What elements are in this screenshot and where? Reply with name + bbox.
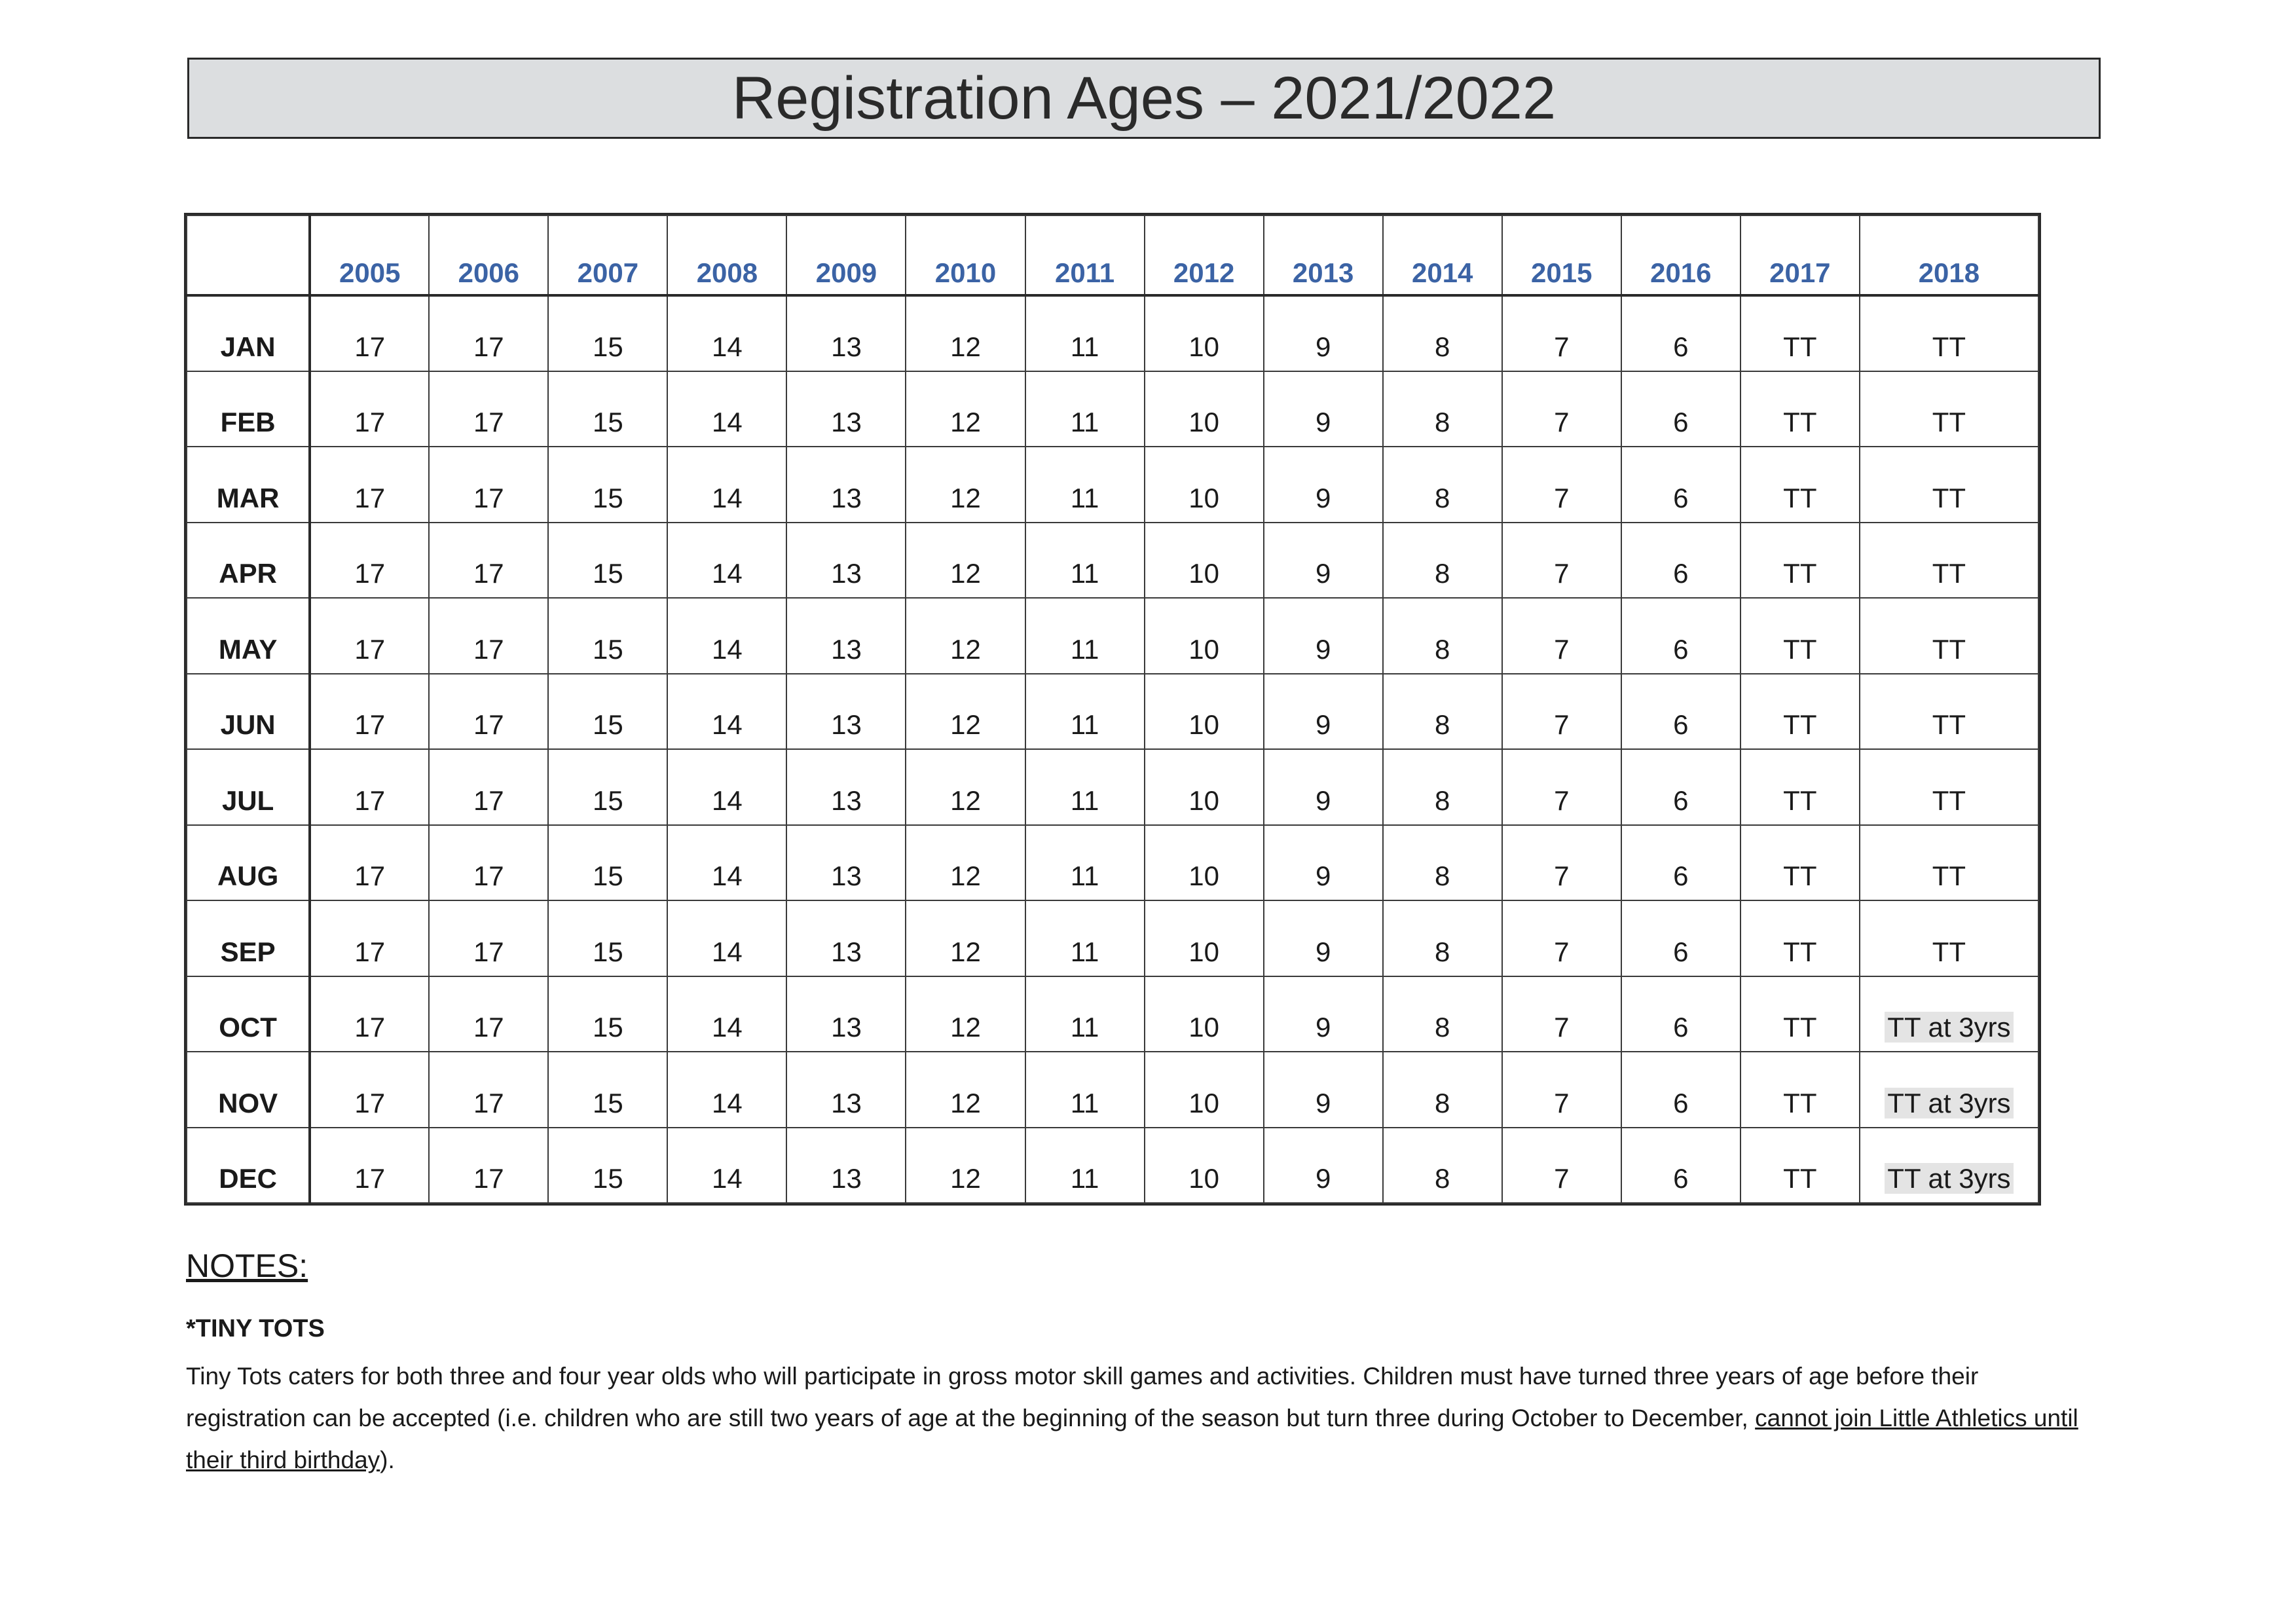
table-row bbox=[187, 447, 2038, 523]
age-cell bbox=[1860, 976, 2038, 1052]
age-cell: 10 bbox=[1145, 295, 1264, 371]
year-header: 2016 bbox=[1621, 215, 1741, 295]
month-label: AUG bbox=[187, 825, 310, 901]
age-cell: 9 bbox=[1264, 523, 1383, 599]
table-row bbox=[187, 598, 2038, 674]
table-row bbox=[187, 749, 2038, 825]
age-cell: 6 bbox=[1621, 825, 1741, 901]
age-cell: 17 bbox=[429, 900, 548, 976]
age-cell: 17 bbox=[429, 447, 548, 523]
paragraph-end: ). bbox=[380, 1447, 395, 1473]
age-cell: 7 bbox=[1502, 447, 1621, 523]
age-cell: 8 bbox=[1383, 371, 1502, 447]
age-cell: 12 bbox=[906, 900, 1025, 976]
age-cell: 17 bbox=[310, 749, 429, 825]
table-row bbox=[187, 976, 2038, 1052]
age-cell-text: TT at 3yrs bbox=[1885, 1163, 2013, 1194]
notes-heading: NOTES: bbox=[186, 1247, 308, 1284]
age-cell: TT bbox=[1741, 749, 1860, 825]
month-label: JUL bbox=[187, 749, 310, 825]
age-cell: 17 bbox=[310, 523, 429, 599]
age-cell: 6 bbox=[1621, 371, 1741, 447]
age-cell: 11 bbox=[1025, 371, 1145, 447]
age-cell: 9 bbox=[1264, 976, 1383, 1052]
age-cell: 17 bbox=[310, 900, 429, 976]
age-cell: 11 bbox=[1025, 674, 1145, 750]
age-cell: 15 bbox=[548, 1052, 667, 1128]
year-header: 2010 bbox=[906, 215, 1025, 295]
age-cell-text: TT at 3yrs bbox=[1885, 1088, 2013, 1118]
age-cell: 17 bbox=[310, 295, 429, 371]
age-cell: 7 bbox=[1502, 976, 1621, 1052]
month-label: JUN bbox=[187, 674, 310, 750]
year-header: 2015 bbox=[1502, 215, 1621, 295]
year-header: 2013 bbox=[1264, 215, 1383, 295]
age-cell: 8 bbox=[1383, 900, 1502, 976]
year-header: 2014 bbox=[1383, 215, 1502, 295]
registration-ages-table bbox=[186, 215, 2039, 1204]
age-cell bbox=[1860, 1052, 2038, 1128]
age-cell: 17 bbox=[429, 598, 548, 674]
age-cell: 10 bbox=[1145, 825, 1264, 901]
table-row bbox=[187, 295, 2038, 371]
age-cell: TT bbox=[1741, 1052, 1860, 1128]
age-cell: 6 bbox=[1621, 523, 1741, 599]
year-header: 2018 bbox=[1860, 215, 2038, 295]
age-cell: 17 bbox=[429, 371, 548, 447]
age-cell: 9 bbox=[1264, 1052, 1383, 1128]
age-cell: 12 bbox=[906, 825, 1025, 901]
age-cell: 13 bbox=[786, 825, 906, 901]
age-cell: 8 bbox=[1383, 825, 1502, 901]
age-cell: 14 bbox=[667, 598, 786, 674]
age-cell: 17 bbox=[310, 598, 429, 674]
table-row bbox=[187, 371, 2038, 447]
month-label: JAN bbox=[187, 295, 310, 371]
age-cell: 11 bbox=[1025, 900, 1145, 976]
year-header: 2009 bbox=[786, 215, 906, 295]
age-cell: TT bbox=[1741, 900, 1860, 976]
age-cell: 13 bbox=[786, 523, 906, 599]
age-cell: TT bbox=[1860, 295, 2038, 371]
age-cell: TT bbox=[1860, 900, 2038, 976]
age-cell: 7 bbox=[1502, 371, 1621, 447]
year-header: 2017 bbox=[1741, 215, 1860, 295]
year-header: 2008 bbox=[667, 215, 786, 295]
age-cell: 17 bbox=[310, 825, 429, 901]
month-label: MAR bbox=[187, 447, 310, 523]
paragraph-main: Tiny Tots caters for both three and four year olds who will participate in gross motor skill games and activities. Children must have turned three years of age before their registration can be accepted (i.e. children who are still two years of age at the beginning of the season but turn three during October to December, bbox=[186, 1363, 1979, 1431]
age-cell: 9 bbox=[1264, 749, 1383, 825]
age-cell: 11 bbox=[1025, 1128, 1145, 1204]
age-cell: 6 bbox=[1621, 295, 1741, 371]
age-cell: 11 bbox=[1025, 749, 1145, 825]
age-cell: 8 bbox=[1383, 295, 1502, 371]
age-cell: 12 bbox=[906, 523, 1025, 599]
age-cell: 14 bbox=[667, 523, 786, 599]
tiny-tots-paragraph bbox=[186, 1356, 2098, 1481]
age-cell: 17 bbox=[429, 1128, 548, 1204]
age-cell: 17 bbox=[429, 674, 548, 750]
age-cell: 10 bbox=[1145, 900, 1264, 976]
age-cell: 14 bbox=[667, 825, 786, 901]
age-cell: 11 bbox=[1025, 598, 1145, 674]
age-cell: 6 bbox=[1621, 900, 1741, 976]
age-cell: 10 bbox=[1145, 1052, 1264, 1128]
age-cell: TT bbox=[1741, 523, 1860, 599]
age-cell: 10 bbox=[1145, 1128, 1264, 1204]
age-cell: 15 bbox=[548, 523, 667, 599]
age-cell: 10 bbox=[1145, 976, 1264, 1052]
age-cell: 15 bbox=[548, 1128, 667, 1204]
age-cell: 15 bbox=[548, 976, 667, 1052]
age-cell: 14 bbox=[667, 1128, 786, 1204]
age-cell: 12 bbox=[906, 749, 1025, 825]
age-cell: 7 bbox=[1502, 900, 1621, 976]
age-cell: 14 bbox=[667, 900, 786, 976]
age-cell: 12 bbox=[906, 295, 1025, 371]
age-cell: 14 bbox=[667, 749, 786, 825]
age-cell: 10 bbox=[1145, 749, 1264, 825]
month-label: SEP bbox=[187, 900, 310, 976]
age-cell: 14 bbox=[667, 295, 786, 371]
age-cell: 8 bbox=[1383, 1128, 1502, 1204]
age-cell: 11 bbox=[1025, 976, 1145, 1052]
age-cell: 7 bbox=[1502, 523, 1621, 599]
title-box bbox=[187, 58, 2101, 139]
age-cell: 11 bbox=[1025, 825, 1145, 901]
age-cell: TT bbox=[1860, 674, 2038, 750]
age-cell: 15 bbox=[548, 371, 667, 447]
age-cell: 12 bbox=[906, 371, 1025, 447]
year-header: 2011 bbox=[1025, 215, 1145, 295]
age-cell: TT bbox=[1741, 371, 1860, 447]
month-label: APR bbox=[187, 523, 310, 599]
age-cell: 9 bbox=[1264, 674, 1383, 750]
age-cell: 17 bbox=[429, 825, 548, 901]
age-cell: 15 bbox=[548, 825, 667, 901]
age-cell: 6 bbox=[1621, 749, 1741, 825]
age-cell: 6 bbox=[1621, 447, 1741, 523]
paragraph-underlined: cannot join Little Athletics until their third birthday bbox=[186, 1405, 2078, 1473]
table-row bbox=[187, 1128, 2038, 1204]
age-cell: TT bbox=[1860, 523, 2038, 599]
age-cell: TT bbox=[1860, 598, 2038, 674]
table-header-row bbox=[187, 215, 2038, 295]
age-cell: TT bbox=[1860, 749, 2038, 825]
age-cell: 17 bbox=[429, 976, 548, 1052]
age-cell: 15 bbox=[548, 447, 667, 523]
year-header: 2005 bbox=[310, 215, 429, 295]
age-cell: 9 bbox=[1264, 371, 1383, 447]
age-cell: 17 bbox=[429, 523, 548, 599]
age-cell: 17 bbox=[429, 749, 548, 825]
age-cell: 12 bbox=[906, 976, 1025, 1052]
age-cell: 7 bbox=[1502, 1128, 1621, 1204]
age-cell: TT bbox=[1860, 825, 2038, 901]
age-cell: 9 bbox=[1264, 1128, 1383, 1204]
age-cell: 17 bbox=[310, 976, 429, 1052]
age-cell: TT bbox=[1741, 295, 1860, 371]
age-cell: 9 bbox=[1264, 825, 1383, 901]
age-cell: 13 bbox=[786, 447, 906, 523]
age-cell: TT bbox=[1741, 674, 1860, 750]
age-cell: TT bbox=[1860, 447, 2038, 523]
age-cell: 12 bbox=[906, 674, 1025, 750]
age-cell bbox=[1860, 1128, 2038, 1204]
age-cell: 10 bbox=[1145, 447, 1264, 523]
age-cell: 11 bbox=[1025, 1052, 1145, 1128]
age-cell: 7 bbox=[1502, 295, 1621, 371]
tiny-tots-heading: *TINY TOTS bbox=[186, 1315, 325, 1342]
table-row bbox=[187, 674, 2038, 750]
month-label: OCT bbox=[187, 976, 310, 1052]
age-cell: 17 bbox=[310, 447, 429, 523]
age-cell: TT bbox=[1741, 447, 1860, 523]
age-cell: TT bbox=[1741, 598, 1860, 674]
age-cell: 13 bbox=[786, 371, 906, 447]
table-row bbox=[187, 900, 2038, 976]
age-cell: 17 bbox=[429, 1052, 548, 1128]
age-cell: 17 bbox=[310, 1128, 429, 1204]
year-header: 2007 bbox=[548, 215, 667, 295]
age-cell: 13 bbox=[786, 749, 906, 825]
age-cell: 6 bbox=[1621, 1128, 1741, 1204]
year-header: 2012 bbox=[1145, 215, 1264, 295]
age-cell: TT bbox=[1741, 1128, 1860, 1204]
age-cell-text: TT at 3yrs bbox=[1885, 1012, 2013, 1043]
age-cell: 8 bbox=[1383, 1052, 1502, 1128]
age-cell: 13 bbox=[786, 598, 906, 674]
age-cell: 6 bbox=[1621, 1052, 1741, 1128]
age-cell: 8 bbox=[1383, 976, 1502, 1052]
month-label: MAY bbox=[187, 598, 310, 674]
age-cell: 6 bbox=[1621, 674, 1741, 750]
table-row bbox=[187, 1052, 2038, 1128]
age-cell: 9 bbox=[1264, 447, 1383, 523]
age-cell: 13 bbox=[786, 1052, 906, 1128]
age-cell: TT bbox=[1741, 825, 1860, 901]
age-cell: 10 bbox=[1145, 674, 1264, 750]
age-cell: 14 bbox=[667, 976, 786, 1052]
year-header: 2006 bbox=[429, 215, 548, 295]
age-cell: TT bbox=[1741, 976, 1860, 1052]
age-cell: 17 bbox=[310, 371, 429, 447]
age-cell: 13 bbox=[786, 1128, 906, 1204]
age-cell: 9 bbox=[1264, 900, 1383, 976]
age-cell: 13 bbox=[786, 900, 906, 976]
age-cell: 7 bbox=[1502, 674, 1621, 750]
age-cell: 6 bbox=[1621, 598, 1741, 674]
age-cell: 14 bbox=[667, 1052, 786, 1128]
age-cell: 12 bbox=[906, 1052, 1025, 1128]
age-cell: 15 bbox=[548, 598, 667, 674]
age-cell: 8 bbox=[1383, 523, 1502, 599]
age-cell: 10 bbox=[1145, 371, 1264, 447]
month-label: FEB bbox=[187, 371, 310, 447]
age-cell: 9 bbox=[1264, 295, 1383, 371]
age-cell: 14 bbox=[667, 371, 786, 447]
age-cell: 10 bbox=[1145, 523, 1264, 599]
age-cell: 8 bbox=[1383, 447, 1502, 523]
page-title: Registration Ages – 2021/2022 bbox=[731, 65, 1556, 132]
age-cell: 12 bbox=[906, 447, 1025, 523]
age-cell: 13 bbox=[786, 976, 906, 1052]
age-cell: 11 bbox=[1025, 447, 1145, 523]
age-cell: 17 bbox=[310, 1052, 429, 1128]
age-cell: 9 bbox=[1264, 598, 1383, 674]
age-cell: 15 bbox=[548, 674, 667, 750]
age-cell: 15 bbox=[548, 295, 667, 371]
month-label: DEC bbox=[187, 1128, 310, 1204]
age-cell: 6 bbox=[1621, 976, 1741, 1052]
age-cell: 14 bbox=[667, 674, 786, 750]
age-cell: 14 bbox=[667, 447, 786, 523]
age-cell: 12 bbox=[906, 1128, 1025, 1204]
age-cell: 10 bbox=[1145, 598, 1264, 674]
age-cell: 8 bbox=[1383, 598, 1502, 674]
age-cell: 13 bbox=[786, 295, 906, 371]
table-row bbox=[187, 523, 2038, 599]
age-cell: 17 bbox=[429, 295, 548, 371]
age-cell: 17 bbox=[310, 674, 429, 750]
age-cell: 15 bbox=[548, 749, 667, 825]
table-corner-cell bbox=[187, 215, 310, 295]
age-cell: 7 bbox=[1502, 825, 1621, 901]
age-cell: 8 bbox=[1383, 749, 1502, 825]
age-cell: 7 bbox=[1502, 749, 1621, 825]
age-cell: 13 bbox=[786, 674, 906, 750]
age-cell: 15 bbox=[548, 900, 667, 976]
age-cell: 8 bbox=[1383, 674, 1502, 750]
age-cell: 11 bbox=[1025, 523, 1145, 599]
age-cell: 7 bbox=[1502, 1052, 1621, 1128]
age-cell: 11 bbox=[1025, 295, 1145, 371]
table-row bbox=[187, 825, 2038, 901]
age-cell: 12 bbox=[906, 598, 1025, 674]
month-label: NOV bbox=[187, 1052, 310, 1128]
age-cell: TT bbox=[1860, 371, 2038, 447]
age-cell: 7 bbox=[1502, 598, 1621, 674]
